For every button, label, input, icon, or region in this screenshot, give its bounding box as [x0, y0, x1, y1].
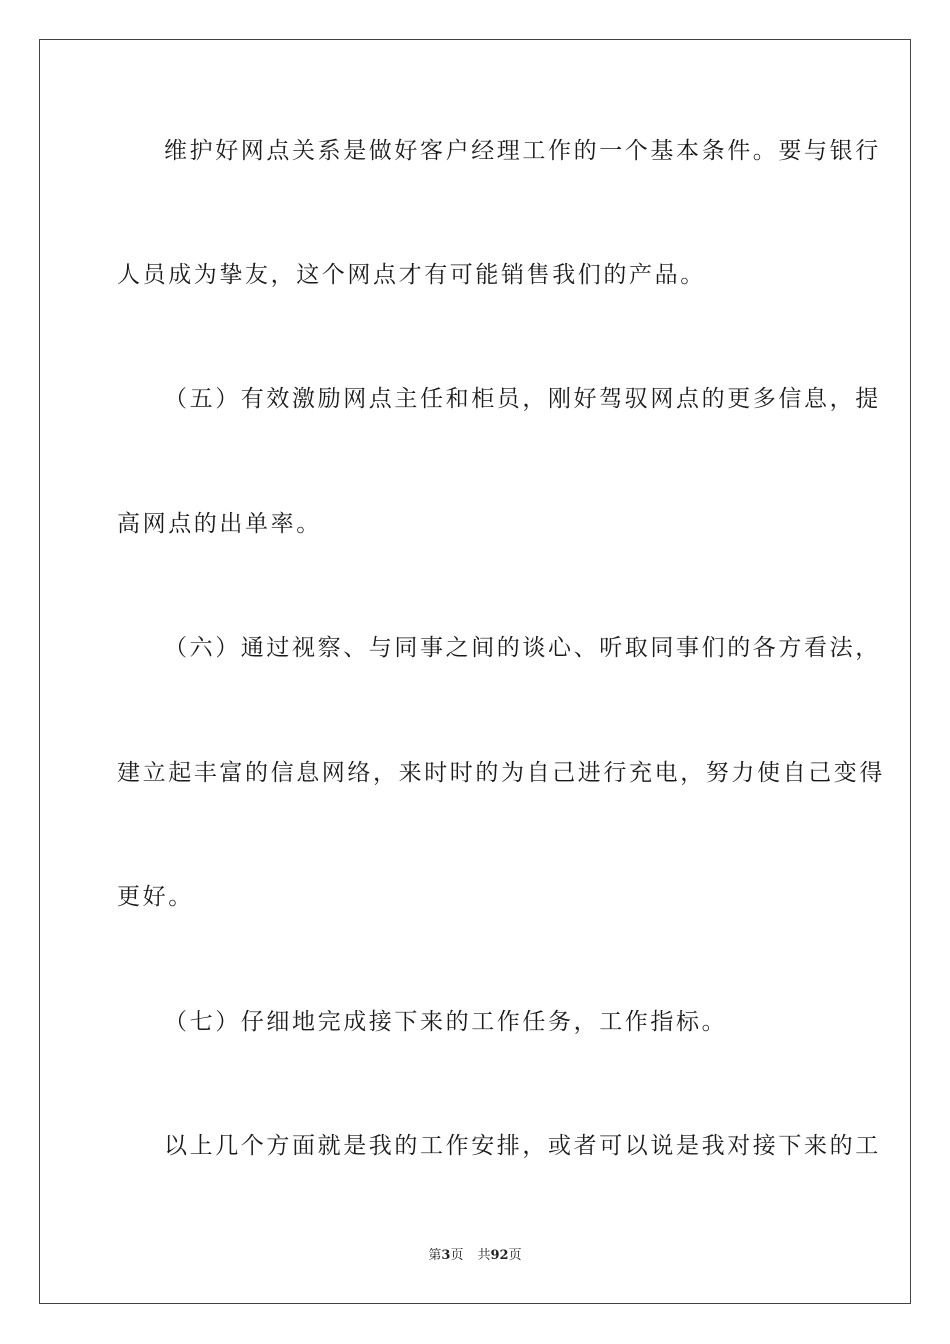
paragraph-line-8: （七）仔细地完成接下来的工作任务，工作指标。: [164, 1009, 728, 1035]
paragraph-line-6: 建立起丰富的信息网络，来时时的为自己进行充电，努力使自己变得: [117, 760, 885, 786]
footer-total-prefix: 共: [477, 1248, 491, 1263]
page-footer: [0, 1247, 950, 1265]
paragraph-line-4: 高网点的出单率。: [117, 511, 322, 537]
page-border: [39, 39, 911, 1304]
footer-page-suffix: 页: [450, 1248, 464, 1263]
footer-total-number: 92: [490, 1248, 509, 1263]
footer-page-prefix: 第: [428, 1248, 442, 1263]
paragraph-line-1: 维护好网点关系是做好客户经理工作的一个基本条件。要与银行: [164, 138, 881, 164]
paragraph-line-3: （五）有效激励网点主任和柜员，刚好驾驭网点的更多信息，提: [164, 386, 881, 412]
paragraph-line-2: 人员成为挚友，这个网点才有可能销售我们的产品。: [117, 262, 706, 288]
paragraph-line-5: （六）通过视察、与同事之间的谈心、听取同事们的各方看法，: [164, 635, 881, 661]
paragraph-line-9: 以上几个方面就是我的工作安排，或者可以说是我对接下来的工: [164, 1133, 881, 1159]
footer-total-suffix: 页: [508, 1248, 522, 1263]
footer-page-number: 3: [441, 1248, 451, 1263]
paragraph-line-7: 更好。: [117, 884, 194, 910]
